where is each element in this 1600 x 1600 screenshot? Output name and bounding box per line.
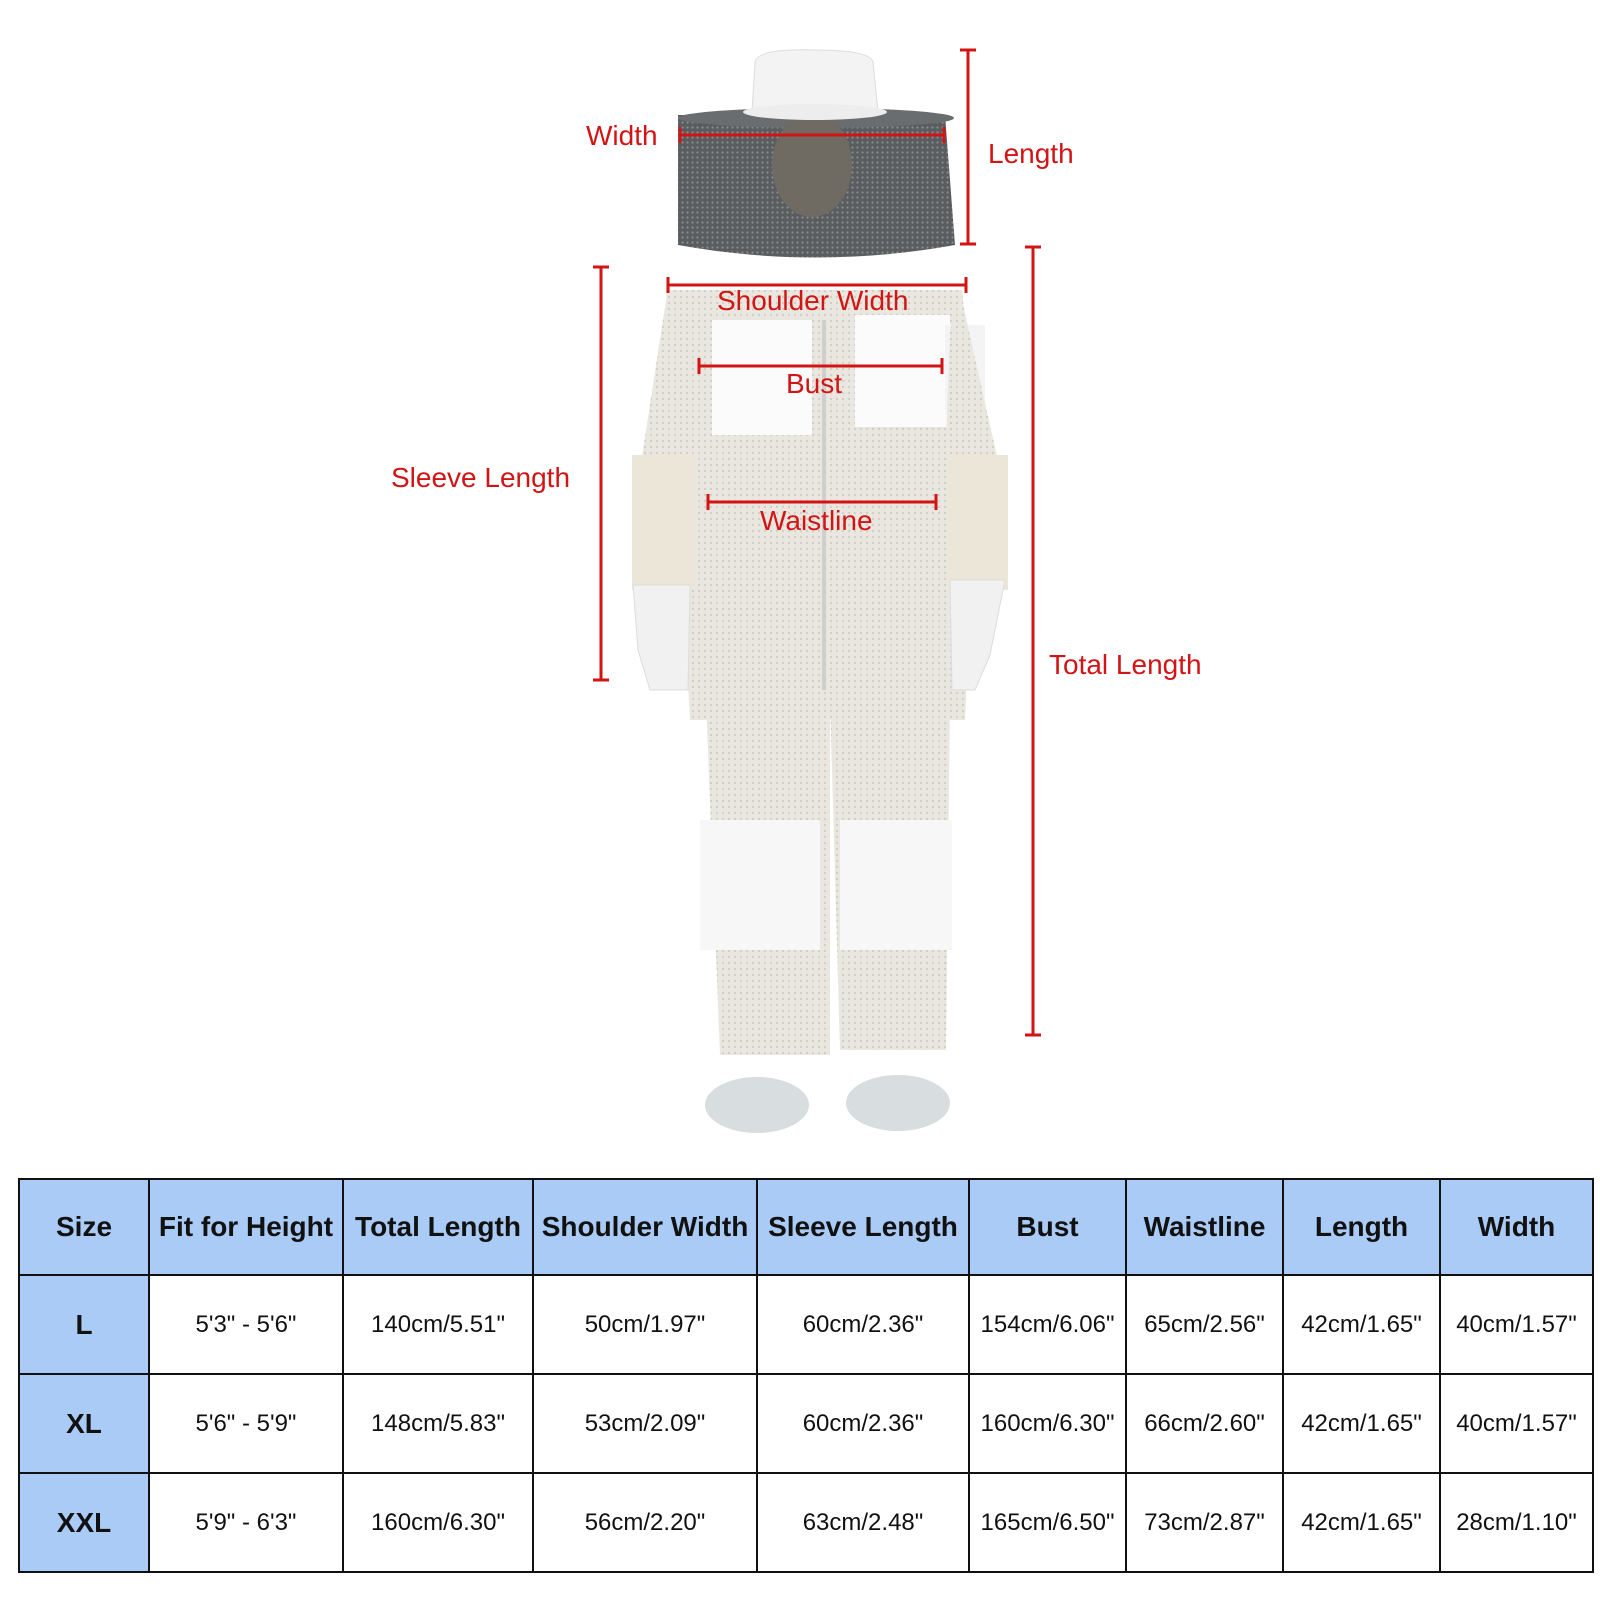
- size-chart-header-row: [19, 1179, 1593, 1275]
- size-row-xxl: [19, 1473, 1593, 1572]
- measurement-cell: 5'9" - 6'3": [149, 1473, 343, 1572]
- measurement-cell: 140cm/5.51": [343, 1275, 533, 1374]
- size-chart-table: [18, 1178, 1594, 1573]
- measurement-cell: 5'6" - 5'9": [149, 1374, 343, 1473]
- size-row-l: [19, 1275, 1593, 1374]
- column-header-sleeve-length: Sleeve Length: [757, 1179, 969, 1275]
- width-measure-label: Width: [586, 120, 658, 151]
- measurement-cell: 60cm/2.36": [757, 1374, 969, 1473]
- measurement-cell: 53cm/2.09": [533, 1374, 757, 1473]
- bust-measure-label: Bust: [786, 368, 843, 399]
- measurement-cell: 56cm/2.20": [533, 1473, 757, 1572]
- measurement-cell: 40cm/1.57": [1440, 1275, 1593, 1374]
- measurement-cell: 5'3" - 5'6": [149, 1275, 343, 1374]
- size-chart-body: [19, 1275, 1593, 1572]
- measurement-cell: 73cm/2.87": [1126, 1473, 1283, 1572]
- measurement-cell: 65cm/2.56": [1126, 1275, 1283, 1374]
- column-header-total-length: Total Length: [343, 1179, 533, 1275]
- measurement-cell: 160cm/6.30": [969, 1374, 1126, 1473]
- measurement-cell: 66cm/2.60": [1126, 1374, 1283, 1473]
- column-header-fit-for-height: Fit for Height: [149, 1179, 343, 1275]
- column-header-waistline: Waistline: [1126, 1179, 1283, 1275]
- column-header-length: Length: [1283, 1179, 1440, 1275]
- measurement-cell: 42cm/1.65": [1283, 1275, 1440, 1374]
- column-header-bust: Bust: [969, 1179, 1126, 1275]
- measurement-cell: 28cm/1.10": [1440, 1473, 1593, 1572]
- size-row-xl: [19, 1374, 1593, 1473]
- length-measure-label: Length: [988, 138, 1074, 169]
- column-header-shoulder-width: Shoulder Width: [533, 1179, 757, 1275]
- measurement-cell: 154cm/6.06": [969, 1275, 1126, 1374]
- size-cell: XL: [19, 1374, 149, 1473]
- sleeve-length-measure-label: Sleeve Length: [391, 462, 571, 493]
- size-cell: L: [19, 1275, 149, 1374]
- waistline-measure-label: Waistline: [760, 505, 873, 536]
- total-length-measure-label: Total Length: [1049, 649, 1202, 680]
- shoulder-width-measure-label: Shoulder Width: [717, 285, 909, 316]
- measurement-cell: 60cm/2.36": [757, 1275, 969, 1374]
- measurement-cell: 42cm/1.65": [1283, 1473, 1440, 1572]
- measurement-cell: 148cm/5.83": [343, 1374, 533, 1473]
- measurement-cell: 50cm/1.97": [533, 1275, 757, 1374]
- size-cell: XXL: [19, 1473, 149, 1572]
- measurement-cell: 42cm/1.65": [1283, 1374, 1440, 1473]
- measurement-cell: 40cm/1.57": [1440, 1374, 1593, 1473]
- measurement-cell: 165cm/6.50": [969, 1473, 1126, 1572]
- measurement-cell: 63cm/2.48": [757, 1473, 969, 1572]
- column-header-size: Size: [19, 1179, 149, 1275]
- column-header-width: Width: [1440, 1179, 1593, 1275]
- measurement-cell: 160cm/6.30": [343, 1473, 533, 1572]
